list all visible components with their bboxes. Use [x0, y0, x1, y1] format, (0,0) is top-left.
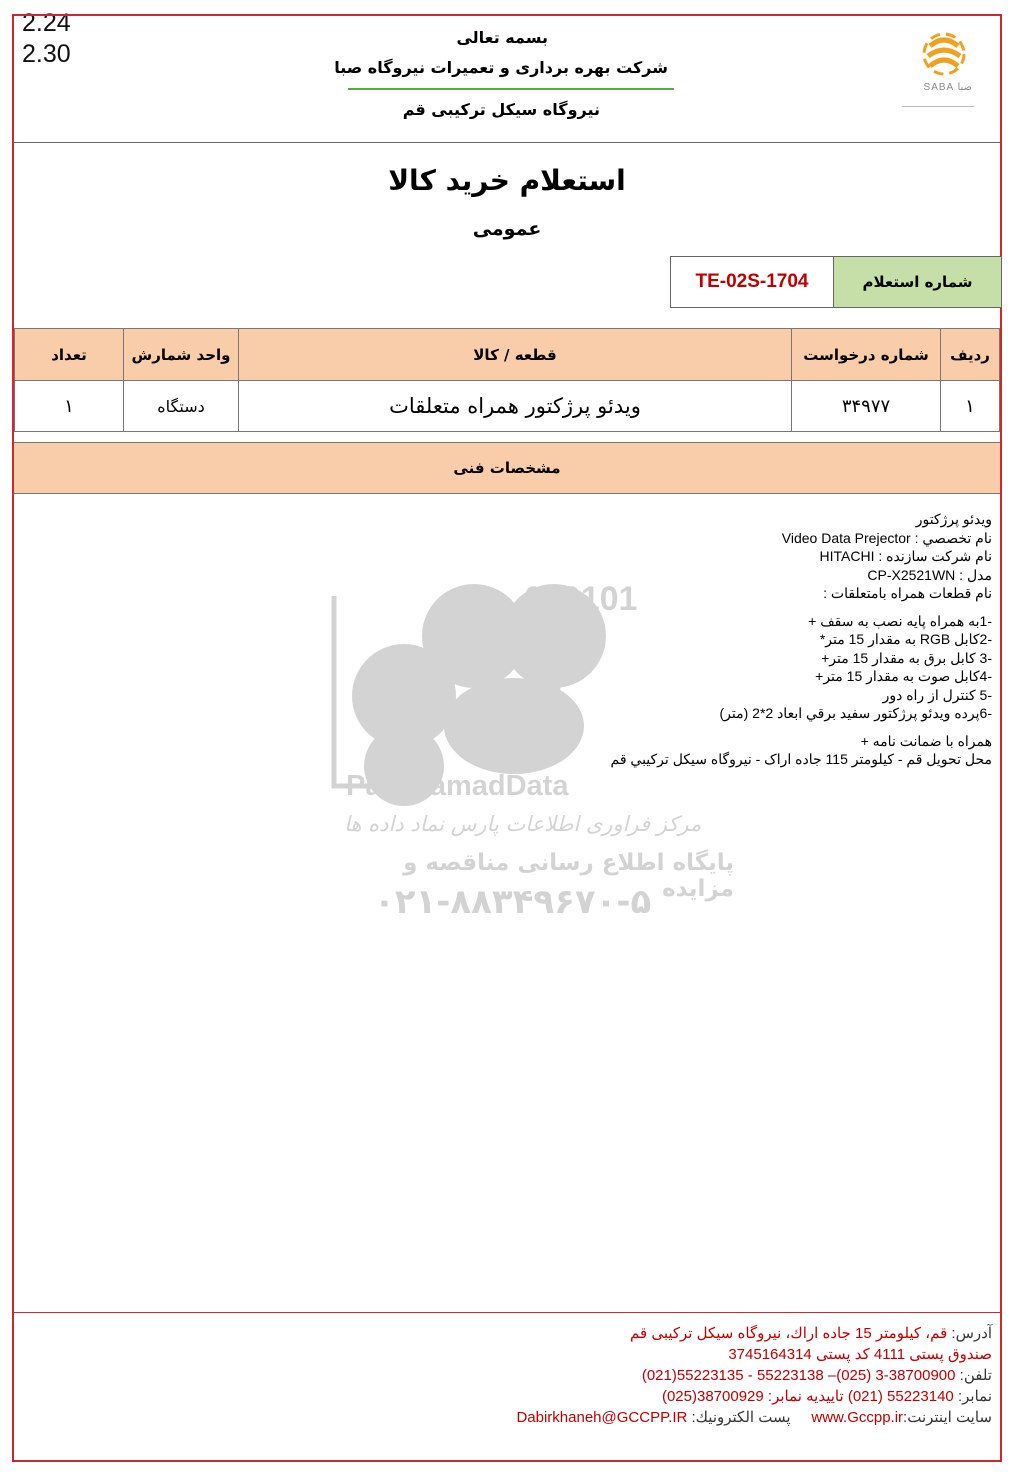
table-row: [15, 381, 1000, 432]
technical-specs: [292, 510, 992, 769]
specs-section-title: مشخصات فنی: [14, 442, 1000, 494]
logo-caption: SABA صبا: [923, 82, 972, 93]
header-item: قطعه / کالا: [239, 329, 792, 381]
corner-number-1: 2.24: [22, 9, 71, 37]
inquiry-number-label: شماره استعلام: [834, 256, 1002, 308]
header-row-number: ردیف: [941, 329, 1000, 381]
footer-phone-label: تلفن:: [959, 1367, 992, 1384]
watermark-digits-4: 10: [524, 670, 562, 708]
spec-accessory-item: -1به همراه پايه نصب به سقف +: [808, 612, 992, 629]
inquiry-number-value: TE-02S-1704: [670, 256, 834, 308]
watermark-digits-2: 0001: [524, 610, 600, 648]
header-plant: نیروگاه سیکل ترکیبی قم: [402, 100, 600, 119]
table-header-row: [15, 329, 1000, 381]
footer-phone: [516, 1365, 992, 1386]
document-title: استعلام خرید کالا: [388, 164, 626, 197]
footer-phone-value: 38700900-3 (025)– 55223138 - 55223135(021): [641, 1367, 956, 1384]
cell-row-number: ۱: [941, 381, 1000, 432]
spec-technical-name: نام تخصصي : Video Data Prejector: [781, 529, 992, 546]
footer-address-label: آدرس:: [951, 1325, 992, 1342]
spec-model: مدل : CP-X2521WN: [867, 566, 992, 583]
spec-accessory-item: -6پرده ويدئو پرژکتور سفيد برقي ابعاد 2*2 (متر): [719, 705, 992, 721]
header-divider: [348, 88, 674, 90]
header-company: شرکت بهره برداری و تعمیرات نیروگاه صبا: [334, 58, 668, 77]
footer-fax: [516, 1386, 992, 1407]
spec-warranty: همراه با ضمانت نامه +: [860, 732, 992, 749]
spec-name: ویدئو پرژکتور: [915, 511, 992, 527]
watermark-phone: ۰۲۱-۸۸۳۴۹۶۷۰-۵: [374, 882, 652, 922]
footer-contact: [516, 1407, 992, 1428]
document-footer: [14, 1312, 1000, 1426]
footer-fax-label: نمابر:: [957, 1388, 992, 1405]
header-bismillah: بسمه تعالی: [456, 28, 548, 47]
watermark-digits-1: 010101: [524, 580, 638, 618]
header-request-number: شماره درخواست: [792, 329, 941, 381]
footer-fax-value: 55223140 (021) تاییدیه نمابر: 38700929(025): [661, 1388, 954, 1405]
saba-logo-icon: [894, 26, 984, 118]
cell-quantity: ۱: [15, 381, 124, 432]
spec-maker: نام شرکت سازنده : HITACHI: [819, 548, 992, 564]
footer-site-link[interactable]: www.Gccpp.ir: [811, 1409, 904, 1426]
spec-delivery: محل تحويل قم - کيلومتر 115 جاده اراک - نيروگاه سيکل ترکيبي قم: [610, 751, 992, 767]
document-subtitle: عمومی: [472, 218, 542, 240]
watermark-line2: پایگاه اطلاع رسانی مناقصه و مزایده: [403, 850, 734, 902]
cell-request-number: ۳۴۹۷۷: [792, 381, 941, 432]
items-table: [14, 328, 1000, 432]
footer-email-label: پست الکترونیك:: [691, 1409, 791, 1426]
footer-postal: صندوق پستی 4111 کد پستی 3745164314: [728, 1346, 992, 1363]
corner-number-2: 2.30: [22, 40, 71, 68]
document-frame: [12, 14, 1002, 1462]
header-quantity: تعداد: [15, 329, 124, 381]
watermark-line1: مرکز فراوری اطلاعات پارس نماد داده ها: [344, 812, 702, 836]
spec-accessory-item: -5 کنترل از راه دور: [882, 686, 992, 703]
footer-address-value: قم، کیلومتر 15 جاده اراك، نیروگاه سیکل ترکیبی قم: [630, 1325, 948, 1342]
header-unit: واحد شمارش: [124, 329, 239, 381]
footer-address: [516, 1323, 992, 1344]
spec-accessory-item: -3 کابل برق به مقدار 15 متر+: [821, 649, 992, 666]
cell-item: ویدئو پرژکتور همراه متعلقات: [239, 381, 792, 432]
spec-accessory-item: -2کابل RGB به مقدار 15 متر*: [819, 631, 992, 647]
document-header: [14, 16, 1000, 143]
footer-site-label: سایت اینترنت:: [903, 1409, 992, 1426]
cell-unit: دستگاه: [124, 381, 239, 432]
spec-accessories-title: نام قطعات همراه بامتعلقات :: [823, 585, 992, 601]
spec-accessory-item: -4کابل صوت به مقدار 15 متر+: [815, 668, 992, 684]
watermark-digits-3: 10: [524, 640, 562, 678]
watermark-brand: ParsNamadData: [346, 770, 569, 802]
inquiry-number-box: [670, 256, 1002, 308]
footer-email-link[interactable]: Dabirkhaneh@GCCPP.IR: [516, 1409, 688, 1426]
